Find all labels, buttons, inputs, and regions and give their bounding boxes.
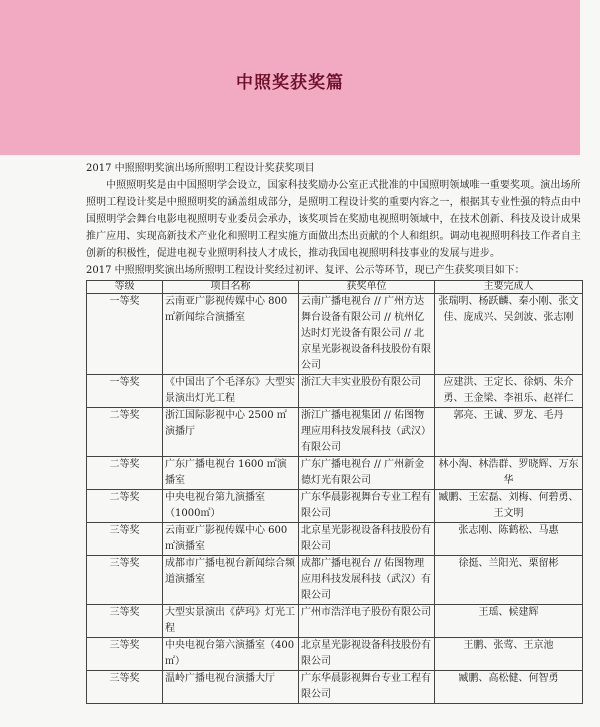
main-people: 张志刚、陈鹤松、马惠: [435, 523, 583, 556]
award-unit: 浙江大丰实业股份有限公司: [299, 375, 435, 408]
header-unit: 获奖单位: [299, 281, 435, 294]
project-name: 广东广播电视台 1600 ㎡演播室: [163, 457, 299, 490]
award-unit: 广东华晨影视舞台专业工程有限公司: [299, 490, 435, 523]
main-people: 郭亮、王诚、罗龙、毛丹: [435, 408, 583, 457]
main-people: 王鹏、张莺、王京池: [435, 638, 583, 671]
award-unit: 北京星光影视设备科技股份有限公司: [299, 523, 435, 556]
project-name: 大型实景演出《萨玛》灯光工程: [163, 605, 299, 638]
main-people: 臧鹏、王宏磊、刘梅、何碧勇、王文明: [435, 490, 583, 523]
table-row: [87, 408, 583, 457]
article-intro: 2017 中照照明奖演出场所照明工程设计奖经过初评、复评、公示等环节，现已产生获奖项目如下：: [86, 265, 525, 276]
table-row: [87, 638, 583, 671]
award-level: 二等奖: [87, 457, 163, 490]
award-unit: 广东华晨影视舞台专业工程有限公司: [299, 671, 435, 704]
project-name: 温岭广播电视台演播大厅: [163, 671, 299, 704]
table-row: [87, 556, 583, 605]
award-unit: 成都广播电视台 // 佑图物理应用科技发展科技（武汉）有限公司: [299, 556, 435, 605]
project-name: 《中国出了个毛泽东》大型实景演出灯光工程: [163, 375, 299, 408]
award-unit: 北京星光影视设备科技股份有限公司: [299, 638, 435, 671]
main-people: 徐挺、兰阳光、栗留彬: [435, 556, 583, 605]
table-row: [87, 523, 583, 556]
award-level: 三等奖: [87, 556, 163, 605]
header-level: 等级: [87, 281, 163, 294]
project-name: 中央电视台第九演播室（1000㎡）: [163, 490, 299, 523]
award-level: 一等奖: [87, 375, 163, 408]
award-unit: 广东广播电视台 // 广州新金德灯光有限公司: [299, 457, 435, 490]
project-name: 云南亚广影视传媒中心 800㎡新闻综合演播室: [163, 294, 299, 375]
table-row: [87, 490, 583, 523]
award-level: 三等奖: [87, 523, 163, 556]
table-row: [87, 294, 583, 375]
award-level: 一等奖: [87, 294, 163, 375]
project-name: 云南亚广影视传媒中心 600 ㎡演播室: [163, 523, 299, 556]
main-people: 王瑶、候建辉: [435, 605, 583, 638]
header-people: 主要完成人: [435, 281, 583, 294]
main-people: 应建洪、王定长、徐炳、朱介勇、王金梁、李祖乐、赵祥仁: [435, 375, 583, 408]
article-body: 中照照明奖是由中国照明学会设立，国家科技奖励办公室正式批准的中国照明领域唯一重要奖项。演出场所照明工程设计奖是中照照明奖的涵盖组成部分，是照明工程设计奖的重要内容之一，根据其专业性强的特点由中国照明学会舞台电影电视照明专业委员会承办，该奖项旨在奖励电视照明领域中，在技术创新、科技及设计成果推广应用、实现高新技术产业化和照明工程实施方面做出杰出贡献的个人和组织。调动电视照明科技工作者自主创新的积极性，促进电视专业照明科技人才成长，推动我国电视照明科技事业的发展与进步。: [86, 180, 581, 259]
table-row: [87, 671, 583, 704]
award-level: 三等奖: [87, 605, 163, 638]
page-title: 中照奖获奖篇: [236, 73, 344, 93]
header-name: 项目名称: [163, 281, 299, 294]
table-row: [87, 457, 583, 490]
article-heading: 2017 中照照明奖演出场所照明工程设计奖获奖项目: [86, 163, 315, 174]
project-name: 成都市广播电视台新闻综合频道演播室: [163, 556, 299, 605]
page-banner: [0, 0, 580, 155]
award-level: 三等奖: [87, 638, 163, 671]
project-name: 浙江国际影视中心 2500 ㎡演播厅: [163, 408, 299, 457]
award-level: 三等奖: [87, 671, 163, 704]
main-people: 臧鹏、高松健、何智勇: [435, 671, 583, 704]
award-unit: 云南广播电视台 // 广州方达舞台设备有限公司 // 杭州亿达时灯光设备有限公司 // 北京星光影视设备科技股份有限公司: [299, 294, 435, 375]
main-people: 林小淘、林浩群、罗晓辉、万东华: [435, 457, 583, 490]
award-unit: 广州市浩洋电子股份有限公司: [299, 605, 435, 638]
project-name: 中央电视台第六演播室（400㎡）: [163, 638, 299, 671]
table-row: [87, 605, 583, 638]
table-header-row: [87, 281, 583, 294]
awards-table: [86, 280, 583, 704]
article: [86, 160, 582, 704]
main-people: 张瑞明、杨跃麟、秦小刚、张文佳、庞成兴、吴剑波、张志刚: [435, 294, 583, 375]
award-level: 二等奖: [87, 408, 163, 457]
award-level: 二等奖: [87, 490, 163, 523]
table-row: [87, 375, 583, 408]
award-unit: 浙江广播电视集团 // 佑图物理应用科技发展科技（武汉）有限公司: [299, 408, 435, 457]
